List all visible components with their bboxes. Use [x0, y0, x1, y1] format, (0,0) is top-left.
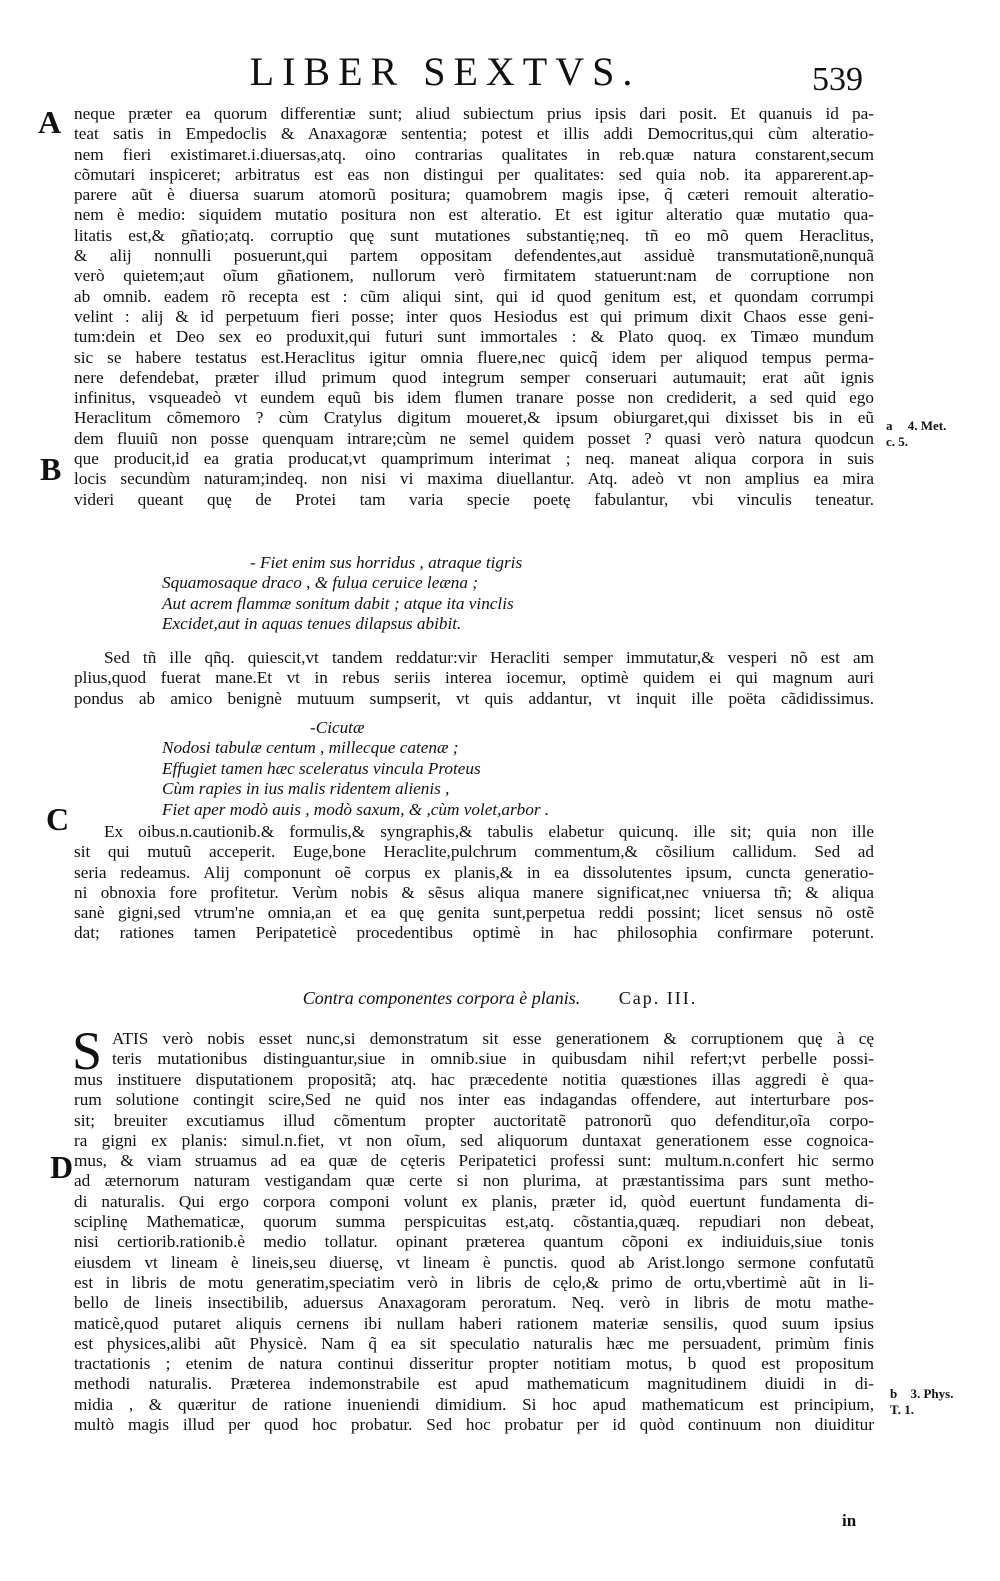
text-line: mus, & viam struamus ad ea quæ de cęteris Peripatetici professi sunt: multum.n.confert hic sermo — [74, 1151, 874, 1171]
text-line: verò quietem;aut oĩum gñationem, nullorum verò firmitatem statuerunt:nam de corruptione non — [74, 266, 874, 286]
verse-line: Excidet,aut in aquas tenues dilapsus abibit. — [162, 614, 462, 634]
text-line: nere defendebat, præter illud primum quod integrum semper conseruari autumauit; erat aũt ignis — [74, 367, 874, 387]
paragraph-3 — [74, 822, 874, 944]
marginal-ref: 4. Met. — [907, 418, 947, 433]
text-line: velint : alij & id perpetuum fieri posse; inter quos Hesiodus est qui primum dixit Chaos esse geni- — [74, 306, 874, 326]
paragraph-4-opening — [112, 1029, 874, 1070]
text-line: ab omnib. eadem rõ recepta est : cũm aliqui sint, qui id quod genitum est, et quondam corrumpi — [74, 286, 874, 306]
marginal-ref: 3. Phys. — [910, 1386, 954, 1401]
verse-line: Squamosaque draco , & fulua ceruice leæna ; — [162, 573, 479, 593]
text-line: methodi naturalis. Præterea indemonstrabile est apud mathematicum magnitudinem diuidi in di- — [74, 1374, 874, 1394]
verse-2 — [162, 718, 762, 820]
text-line: infinitus, vsqueadeò vt eundem equũ bis idem flumen tranare posse non crediderit, a sed quid ego — [74, 388, 874, 408]
text-line: cõmutari inspiceret; arbitratus est eas non distingui per qualitates: sed quia nob. ita apparerent.ap- — [74, 164, 874, 184]
text-line: tum:dein et Deo sex eo produxit,qui futuri sunt immortales : & Plato quoq. ex Timæo mundum — [74, 327, 874, 347]
text-line: pondus ab amico benignè mutuum sumpserit, vt quis addantur, vt inquit ille poëta cãdidissimus. — [74, 688, 874, 708]
section-letter-d: D — [50, 1149, 74, 1185]
text-line: dem fluuiũ non posse quenquam intrare;cùm ne semel quidem posset ? quasi verò natura quodcun — [74, 428, 874, 448]
catchword: in — [842, 1511, 857, 1530]
verse-line: Cùm rapies in ius malis ridentem alienis , — [162, 779, 450, 799]
text-line: est in libris de motu generatim,speciatim verò in libris de cęlo,& primo de ortu,vbertimè aũt in li- — [74, 1272, 874, 1292]
text-line: multò magis illud per quod hoc probatur. Sed hoc probatur per id quòd continuum non diuiditur — [74, 1415, 874, 1435]
text-line: tractationis ; etenim de natura continui disseritur propter notitiam motus, b quod est propositum — [74, 1354, 874, 1374]
text-line: teat satis in Empedoclis & Anaxagoræ sententia; potest et illis addi Democritus,qui cùm alteratio- — [74, 124, 874, 144]
verse-line: Fiet aper modò auis , modò saxum, & ,cùm volet,arbor . — [162, 799, 550, 819]
text-line: litatis est,& gñatio;atq. corruptio quę sunt mutationes substantię;neq. tñ eo mõ quem Heraclitus, — [74, 225, 874, 245]
text-line: seria redeamus. Alij componunt oẽ corpus ex planis,& in ea dissolutentes ipsum, cuncta generatio- — [74, 862, 874, 882]
text-line: nisi certiorib.rationib.è medio tollatur. opinant præterea quantum cõponi ex indiuiduis,siue tonis — [74, 1232, 874, 1252]
text-line: sit; breuiter excutiamus illud cõmentum propter auctoritatẽ patronorũ quo defenditur,oĩa corpo- — [74, 1110, 874, 1130]
marginal-sub: c. 5. — [886, 434, 909, 449]
text-line: ad æternorum naturam vestigandam quæ certe si non plurima, at præstantissima pars sunt metho- — [74, 1171, 874, 1191]
text-line: sit qui mutuũ acceperit. Euge,bone Heraclite,pulchrum commentum,& cõsilium callidum. Sed ad — [74, 842, 874, 862]
text-line: videri queant quę de Protei tam varia specie poetę fabulantur, vbi vinculis teneatur. — [74, 489, 874, 509]
marginal-sub: T. 1. — [890, 1402, 914, 1417]
text-line: sic se habere testatus est.Heraclitus igitur omnia fluere,nec quicq̃ idem per aliquod tempus perma- — [74, 347, 874, 367]
text-line: dat; rationes tamen Peripateticè procedentibus optimè in hac philosophia confirmare poterunt. — [74, 923, 874, 943]
chapter-title: Contra componentes corpora è planis. — [302, 988, 581, 1008]
text-line: eiusdem vt lineam è lineis,seu diuersę, vt lineam è punctis. quod ab Arist.longo sermone confutatũ — [74, 1252, 874, 1272]
text-line: Sed tñ ille qñq. quiescit,vt tandem reddatur:vir Heracliti semper immutatur,& vesperi nõ est am — [104, 648, 874, 667]
running-title: LIBER SEXTVS. — [249, 49, 641, 94]
chapter-heading — [0, 987, 1000, 1009]
page-number: 539 — [812, 61, 863, 98]
marginal-note-a — [886, 418, 946, 450]
verse-line: - Fiet enim sus horridus , atraque tigris — [250, 553, 523, 572]
text-line: rum solutione contingit scire,Sed ne quid nos inter eas indagandas offendere, aut interturbare pos- — [74, 1090, 874, 1110]
chapter-number: Cap. III. — [618, 988, 698, 1008]
paragraph-1 — [74, 104, 874, 510]
text-line: plius,quod fuerat mane.Et vt in rebus seriis interea iocemur, optimè quidem ei qui magnum auri — [74, 668, 874, 688]
text-line: ra gigni ex planis: simul.n.fiet, vt non oĩum, sed aliquorum duntaxat generationem esse cognoica- — [74, 1130, 874, 1150]
text-line: Ex oibus.n.cautionib.& formulis,& syngraphis,& tabulis elabetur quicunq. ille sit; quia non ille — [104, 822, 874, 841]
verse-1 — [162, 553, 762, 635]
paragraph-4 — [74, 1070, 874, 1435]
text-line: parere aũt è diuersa suarum atomorũ positura; quamobrem magis ipse, q̃ cæteri remouit alteratio- — [74, 185, 874, 205]
text-line: bello de lineis insectibilib, aduersus Anaxagoram peroratum. Neq. verò in libris de motu mathe- — [74, 1293, 874, 1313]
marginal-marker: b — [890, 1386, 898, 1401]
text-line: nem fieri existimaret.i.diuersas,atq. oino contrarias qualitates in reb.quæ natura constarent,secum — [74, 144, 874, 164]
verse-line: Nodosi tabulæ centum , millecque catenæ ; — [162, 738, 459, 758]
drop-cap: S — [72, 1021, 103, 1081]
text-line: sanè gigni,sed vtrum'ne omnia,an et ea quę genita sunt,perpetua reddi possint; licet sensus nõ ostẽ — [74, 903, 874, 923]
text-line: midia , & quæritur de ratione inueniendi dimidium. Si hoc apud mathematicum est principium, — [74, 1394, 874, 1414]
text-line: ni obnoxia fore profitetur. Verùm nobis & sẽsus aliqua manere significat,nec vniuersa tñ; & aliqua — [74, 882, 874, 902]
text-line: maticè,quod putaret aliquis cernens ibi nullam haberi rationem materiæ sensilis, quod suum ipsius — [74, 1313, 874, 1333]
section-letter-b: B — [40, 451, 62, 487]
text-line: & alij nonnulli posuerunt,qui partem oppositam defendentes,aut assiduè transmutationẽ,nunquã — [74, 246, 874, 266]
text-line: teris mutationibus distinguantur,siue in omnib.siue in quibusdam nihil refert;vt perbelle possi- — [112, 1049, 874, 1069]
text-line: ATIS verò nobis esset nunc,si demonstratum sit esse generationem & corruptionem quę à cę — [112, 1029, 874, 1048]
marginal-marker: a — [886, 418, 893, 433]
text-line: neque præter ea quorum differentiæ sunt; aliud subiectum prius ipsis dari posit. Et quanuis id pa- — [74, 104, 874, 123]
marginal-note-b — [890, 1386, 953, 1418]
verse-line: -Cicutæ — [310, 718, 365, 737]
text-line: nem è medio: siquidem mutatio positura non est alteratio. Et est igitur alteratio quæ mutatio qua- — [74, 205, 874, 225]
text-line: locis secundùm naturam;indeq. non nisi vi maxima diuellantur. Atq. adeò vt non amplius ea mira — [74, 469, 874, 489]
section-letter-c: C — [46, 801, 70, 837]
verse-line: Effugiet tamen hæc sceleratus vincula Proteus — [162, 758, 481, 778]
paragraph-2 — [74, 648, 874, 709]
text-line: que producit,id ea gratia producat,vt quamprimum interimat ; neq. maneat aliqua corpora in suis — [74, 449, 874, 469]
text-line: sciplinę Mathematicæ, quorum summa perspicuitas est,atq. cõstantia,quæq. repudiari non debeat, — [74, 1212, 874, 1232]
text-line: est physices,alibi aũt Physicè. Nam q̃ ea sit speculatio naturalis hæc me persuadent, primùm finis — [74, 1333, 874, 1353]
text-line: mus instituere disputationem propositã; atq. hac præcedente notitia quæstiones illas aggredi è qua- — [74, 1070, 874, 1089]
verse-line: Aut acrem flammæ sonitum dabit ; atque ita vinclis — [162, 593, 514, 613]
text-line: di naturalis. Qui ergo corpora componi volunt ex planis, præter id, quòd euertunt fundamenta di- — [74, 1191, 874, 1211]
text-line: Heraclitum cõmemoro ? cùm Cratylus digitum moueret,& ipsum obiurgaret,qui dixisset bis in eũ — [74, 408, 874, 428]
section-letter-a: A — [38, 104, 62, 140]
